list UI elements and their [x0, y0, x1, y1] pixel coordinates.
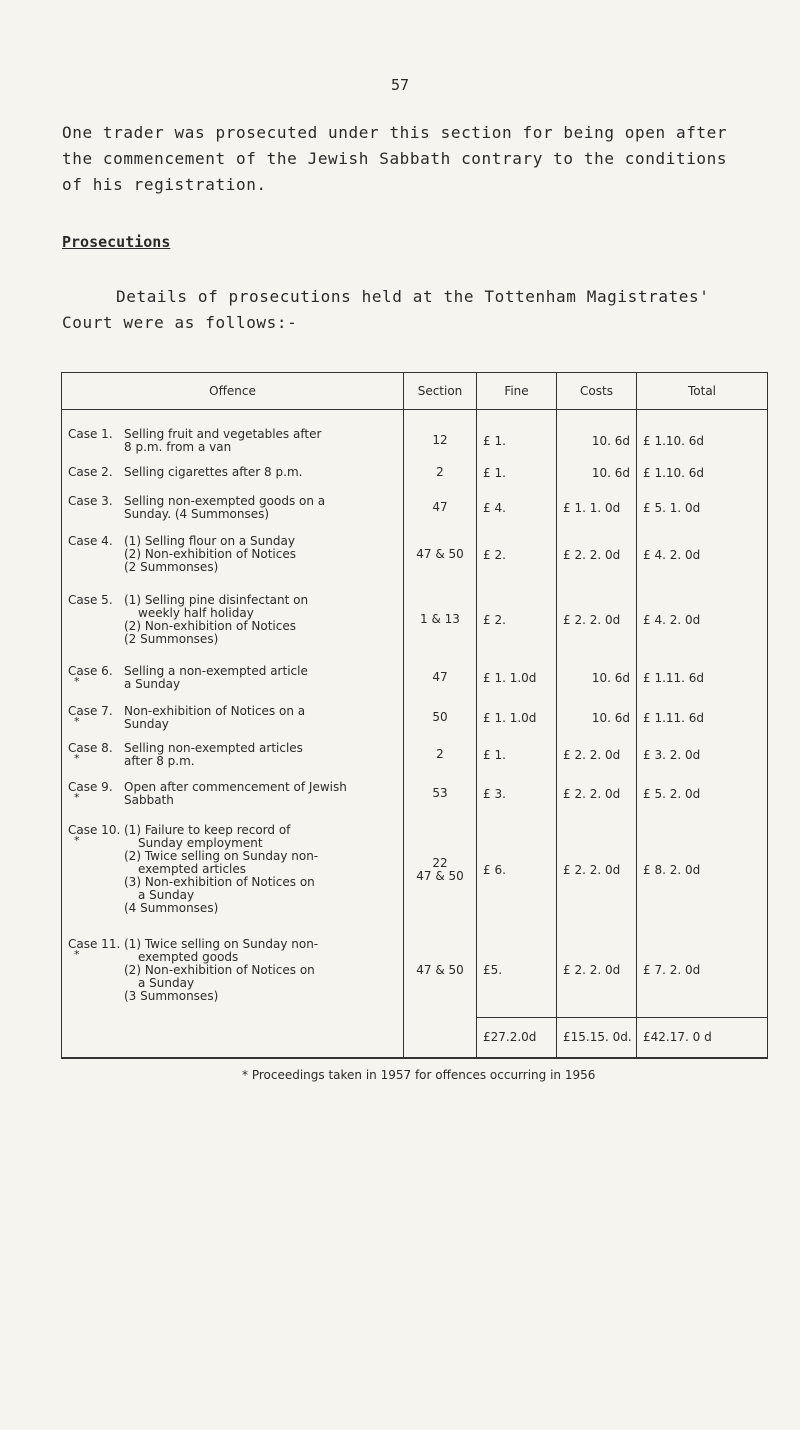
section-value: 47 — [432, 670, 448, 684]
offence-line: Open after commencement of Jewish — [124, 779, 347, 794]
offence-line: Non-exhibition of Notices on a — [124, 703, 306, 718]
offence-line: Selling a non-exempted article — [124, 663, 308, 678]
total-cell: £ 4. 2. 0d — [637, 528, 768, 582]
offence-line: (1) Selling pine disinfectant on — [124, 592, 309, 607]
offence-line: a Sunday — [138, 976, 195, 990]
table-row — [62, 488, 768, 528]
case-number: Case 1. — [68, 426, 113, 441]
offence-cell — [62, 698, 404, 738]
offence-content — [62, 594, 403, 646]
costs-cell: £ 2. 2. 0d — [557, 816, 637, 924]
fine-cell: £ 1. — [477, 410, 557, 458]
case-label — [62, 938, 124, 959]
fine-cell: £5. — [477, 924, 557, 1018]
totals-blank-offence — [62, 1018, 404, 1058]
total-cell: £ 1.10. 6d — [637, 410, 768, 458]
totals-row — [62, 1018, 768, 1058]
case-label — [62, 495, 124, 508]
header-offence: Offence — [62, 373, 404, 410]
offence-line: (2) Non-exhibition of Notices — [124, 547, 297, 561]
section-value: 2 — [436, 465, 444, 479]
offence-cell — [62, 658, 404, 698]
table-row — [62, 458, 768, 488]
asterisk-marker: * — [74, 834, 80, 847]
section-cell — [404, 816, 477, 924]
offence-line: weekly half holiday — [138, 605, 254, 620]
costs-cell: 10. 6d — [557, 698, 637, 738]
offence-cell — [62, 488, 404, 528]
offence-line: (3 Summonses) — [124, 989, 219, 1003]
costs-cell: 10. 6d — [557, 458, 637, 488]
details-paragraph: Details of prosecutions held at the Tottenham Magistrates' Court were as follows:- — [62, 287, 710, 332]
offence-content — [62, 705, 403, 731]
offence-line: a Sunday — [138, 888, 195, 902]
offence-cell — [62, 458, 404, 488]
offence-description — [124, 824, 403, 915]
section-value: 1 & 13 — [420, 612, 460, 626]
section-value: 22 — [432, 855, 448, 870]
section-cell — [404, 410, 477, 458]
costs-cell: £ 2. 2. 0d — [557, 582, 637, 658]
section-value: 47 & 50 — [416, 547, 464, 561]
section-value: 47 — [432, 500, 448, 514]
offence-cell — [62, 582, 404, 658]
footnote: * Proceedings taken in 1957 for offences occurring in 1956 — [242, 1068, 596, 1082]
offence-content — [62, 495, 403, 521]
offence-line: a Sunday — [124, 676, 181, 691]
case-number: Case 11. — [68, 937, 121, 951]
offence-content — [62, 781, 403, 807]
offence-description — [124, 535, 403, 574]
offence-description — [124, 705, 403, 731]
offence-cell — [62, 410, 404, 458]
offence-cell — [62, 816, 404, 924]
intro-paragraph: One trader was prosecuted under this section for being open after the commencement of the Jewish Sabbath contrary to the conditions of his registration. — [62, 123, 728, 194]
section-cell — [404, 582, 477, 658]
section-value: 2 — [436, 747, 444, 761]
offence-content — [62, 466, 403, 479]
costs-cell: 10. 6d — [557, 410, 637, 458]
case-label — [62, 665, 124, 686]
case-number: Case 8. — [68, 740, 113, 755]
offence-line: Selling non-exempted articles — [124, 740, 303, 755]
total-cell: £ 4. 2. 0d — [637, 582, 768, 658]
case-number: Case 7. — [68, 703, 113, 718]
offence-description — [124, 466, 403, 479]
offence-line: (1) Selling flour on a Sunday — [124, 534, 295, 548]
case-number: Case 3. — [68, 493, 113, 508]
grand-total: £42.17. 0 d — [637, 1018, 768, 1058]
table-row — [62, 582, 768, 658]
offence-cell — [62, 772, 404, 816]
fine-cell: £ 4. — [477, 488, 557, 528]
fine-cell: £ 2. — [477, 582, 557, 658]
total-cell: £ 8. 2. 0d — [637, 816, 768, 924]
section-value: 12 — [432, 433, 448, 448]
case-label — [62, 742, 124, 763]
total-cell: £ 1.11. 6d — [637, 698, 768, 738]
offence-line: (2 Summonses) — [124, 560, 219, 574]
asterisk-marker: * — [74, 948, 80, 961]
section-cell — [404, 772, 477, 816]
header-fine: Fine — [477, 373, 557, 410]
page-number: 57 — [390, 76, 410, 94]
offence-line: Selling fruit and vegetables after — [124, 426, 322, 441]
offence-content — [62, 428, 403, 454]
costs-cell: £ 1. 1. 0d — [557, 488, 637, 528]
case-number: Case 2. — [68, 465, 113, 479]
total-fine: £27.2.0d — [477, 1018, 557, 1058]
offence-content — [62, 824, 403, 915]
costs-cell: £ 2. 2. 0d — [557, 772, 637, 816]
offence-content — [62, 665, 403, 691]
section-cell — [404, 698, 477, 738]
table-body — [62, 410, 768, 1058]
case-label — [62, 824, 124, 845]
offence-description — [124, 665, 403, 691]
section-cell — [404, 738, 477, 772]
total-costs: £15.15. 0d. — [557, 1018, 637, 1058]
offence-line: Selling non-exempted goods on a — [124, 493, 326, 508]
offence-line: Selling cigarettes after 8 p.m. — [124, 465, 303, 479]
case-number: Case 9. — [68, 779, 113, 794]
offence-line: after 8 p.m. — [124, 753, 195, 768]
offence-line: (4 Summonses) — [124, 901, 219, 915]
offence-line: (2 Summonses) — [124, 631, 219, 646]
total-cell: £ 5. 2. 0d — [637, 772, 768, 816]
total-cell: £ 1.10. 6d — [637, 458, 768, 488]
offence-description — [124, 428, 403, 454]
section-cell — [404, 458, 477, 488]
offence-description — [124, 594, 403, 646]
case-label — [62, 428, 124, 441]
prosecutions-table-wrapper — [61, 372, 767, 1056]
total-cell: £ 1.11. 6d — [637, 658, 768, 698]
case-number: Case 5. — [68, 592, 113, 607]
offence-line: (2) Twice selling on Sunday non- — [124, 849, 319, 863]
section-cell — [404, 528, 477, 582]
offence-cell — [62, 924, 404, 1018]
asterisk-marker: * — [74, 751, 80, 765]
table-row — [62, 528, 768, 582]
table-row — [62, 772, 768, 816]
total-cell: £ 5. 1. 0d — [637, 488, 768, 528]
asterisk-marker: * — [74, 674, 80, 688]
offence-line: exempted goods — [138, 950, 239, 964]
fine-cell: £ 3. — [477, 772, 557, 816]
table-row — [62, 698, 768, 738]
section-cell — [404, 488, 477, 528]
header-section: Section — [404, 373, 477, 410]
table-row — [62, 924, 768, 1018]
section-heading: Prosecutions — [62, 233, 171, 251]
offence-content — [62, 742, 403, 768]
table-header-row — [62, 373, 768, 410]
case-number: Case 10. — [68, 823, 121, 837]
fine-cell: £ 1. 1.0d — [477, 698, 557, 738]
header-total: Total — [637, 373, 768, 410]
offence-content — [62, 938, 403, 1003]
offence-cell — [62, 738, 404, 772]
section-cell — [404, 658, 477, 698]
case-label — [62, 466, 124, 479]
case-number: Case 6. — [68, 663, 113, 678]
offence-line: (1) Failure to keep record of — [124, 823, 291, 837]
costs-cell: £ 2. 2. 0d — [557, 924, 637, 1018]
offence-line: Sunday. (4 Summonses) — [124, 506, 270, 521]
offence-cell — [62, 528, 404, 582]
fine-cell: £ 1. 1.0d — [477, 658, 557, 698]
section-cell — [404, 924, 477, 1018]
table-row — [62, 816, 768, 924]
offence-line: (3) Non-exhibition of Notices on — [124, 875, 315, 889]
offence-line: exempted articles — [138, 862, 247, 876]
offence-line: Sabbath — [124, 792, 174, 807]
section-value: 47 & 50 — [416, 868, 464, 883]
total-cell: £ 7. 2. 0d — [637, 924, 768, 1018]
prosecutions-table — [61, 372, 768, 1059]
fine-cell: £ 1. — [477, 738, 557, 772]
offence-description — [124, 781, 403, 807]
section-value: 53 — [432, 786, 448, 800]
case-label — [62, 781, 124, 802]
offence-line: 8 p.m. from a van — [124, 439, 232, 454]
header-costs: Costs — [557, 373, 637, 410]
fine-cell: £ 6. — [477, 816, 557, 924]
fine-cell: £ 1. — [477, 458, 557, 488]
table-row — [62, 658, 768, 698]
case-label — [62, 705, 124, 726]
case-label — [62, 594, 124, 607]
offence-content — [62, 535, 403, 574]
section-value: 50 — [432, 710, 448, 724]
case-label — [62, 535, 124, 548]
fine-cell: £ 2. — [477, 528, 557, 582]
costs-cell: £ 2. 2. 0d — [557, 528, 637, 582]
table-row — [62, 738, 768, 772]
offence-line: (2) Non-exhibition of Notices on — [124, 963, 315, 977]
offence-line: Sunday employment — [138, 836, 263, 850]
offence-line: (2) Non-exhibition of Notices — [124, 618, 297, 633]
offence-line: Sunday — [124, 716, 169, 731]
offence-description — [124, 495, 403, 521]
total-cell: £ 3. 2. 0d — [637, 738, 768, 772]
offence-description — [124, 742, 403, 768]
costs-cell: £ 2. 2. 0d — [557, 738, 637, 772]
asterisk-marker: * — [74, 790, 80, 804]
asterisk-marker: * — [74, 714, 80, 728]
costs-cell: 10. 6d — [557, 658, 637, 698]
totals-blank-section — [404, 1018, 477, 1058]
table-row — [62, 410, 768, 458]
section-value: 47 & 50 — [416, 963, 464, 977]
offence-description — [124, 938, 403, 1003]
offence-line: (1) Twice selling on Sunday non- — [124, 937, 319, 951]
case-number: Case 4. — [68, 534, 113, 548]
